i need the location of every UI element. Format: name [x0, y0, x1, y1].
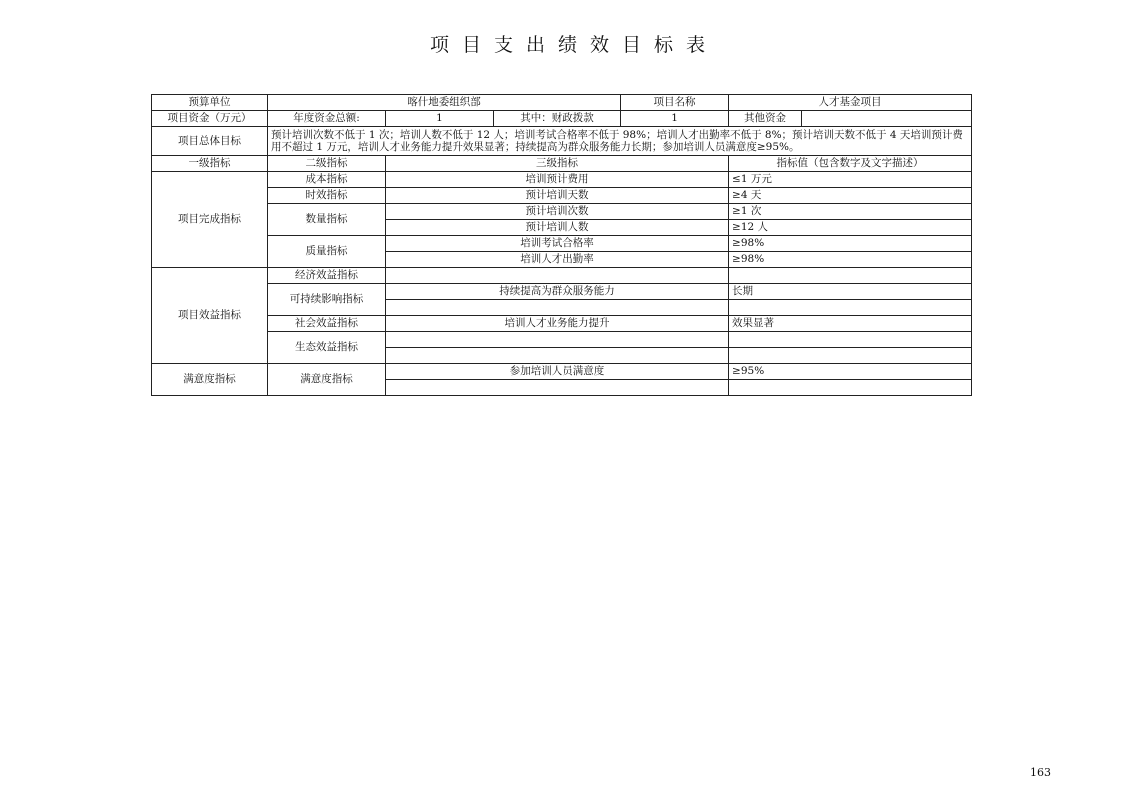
indicator-value [729, 300, 972, 316]
level3-name [386, 332, 729, 348]
table-row [152, 316, 972, 332]
indicator-value [729, 380, 972, 396]
annual-total-value: 1 [386, 111, 494, 127]
level1-benefit: 项目效益指标 [152, 268, 268, 364]
table-row [152, 364, 972, 380]
level3-name [386, 300, 729, 316]
table-row [152, 284, 972, 300]
table-row [152, 236, 972, 252]
table-row [152, 172, 972, 188]
level1-satisfaction: 满意度指标 [152, 364, 268, 396]
level1-completion: 项目完成指标 [152, 172, 268, 268]
level2-quantity: 数量指标 [268, 204, 386, 236]
col-value-header: 指标值（包含数字及文字描述） [729, 156, 972, 172]
indicator-value: 长期 [729, 284, 972, 300]
other-funds-label: 其他资金 [729, 111, 802, 127]
overall-goal-text: 预计培训次数不低于 1 次；培训人数不低于 12 人；培训考试合格率不低于 98%；培训人才出勤率不低于 8%；预计培训天数不低于 4 天培训预计费用不超过 1 万元，培训人才业务能力提升效果显著；持续提高为群众服务能力长期；参加培训人员满意度≥95%。 [268, 127, 972, 156]
indicator-value: ≥95% [729, 364, 972, 380]
indicator-value: 效果显著 [729, 316, 972, 332]
unit-label: 预算单位 [152, 95, 268, 111]
level3-name: 培训人才业务能力提升 [386, 316, 729, 332]
indicator-value: ≥1 次 [729, 204, 972, 220]
level2-ecological: 生态效益指标 [268, 332, 386, 364]
level3-name: 培训考试合格率 [386, 236, 729, 252]
performance-target-table [151, 94, 972, 396]
table-row [152, 204, 972, 220]
fiscal-value: 1 [621, 111, 729, 127]
page-title: 项目支出绩效目标表 [429, 34, 718, 56]
table-row [152, 332, 972, 348]
level3-name [386, 268, 729, 284]
indicator-value: ≥12 人 [729, 220, 972, 236]
table-header-row [152, 156, 972, 172]
level2-cost: 成本指标 [268, 172, 386, 188]
table-row-funds [152, 111, 972, 127]
indicator-value [729, 332, 972, 348]
level3-name: 参加培训人员满意度 [386, 364, 729, 380]
level3-name: 培训预计费用 [386, 172, 729, 188]
col-level1-header: 一级指标 [152, 156, 268, 172]
level3-name [386, 348, 729, 364]
level2-quality: 质量指标 [268, 236, 386, 268]
other-funds-value [802, 111, 972, 127]
col-level3-header: 三级指标 [386, 156, 729, 172]
table-row [152, 188, 972, 204]
indicator-value [729, 268, 972, 284]
level2-economic: 经济效益指标 [268, 268, 386, 284]
indicator-value: ≥4 天 [729, 188, 972, 204]
level3-name: 预计培训次数 [386, 204, 729, 220]
funds-label: 项目资金（万元） [152, 111, 268, 127]
page-number: 163 [1030, 766, 1051, 779]
level2-timeliness: 时效指标 [268, 188, 386, 204]
annual-total-label: 年度资金总额: [268, 111, 386, 127]
indicator-value: ≤1 万元 [729, 172, 972, 188]
table-row-overall-goal [152, 127, 972, 156]
fiscal-label: 其中：财政拨款 [494, 111, 621, 127]
indicator-value: ≥98% [729, 236, 972, 252]
level2-social: 社会效益指标 [268, 316, 386, 332]
unit-value: 喀什地委组织部 [268, 95, 621, 111]
level3-name: 预计培训天数 [386, 188, 729, 204]
indicator-value: ≥98% [729, 252, 972, 268]
level3-name: 培训人才出勤率 [386, 252, 729, 268]
table-row [152, 268, 972, 284]
level2-sustainable: 可持续影响指标 [268, 284, 386, 316]
level3-name [386, 380, 729, 396]
col-level2-header: 二级指标 [268, 156, 386, 172]
level3-name: 预计培训人数 [386, 220, 729, 236]
project-name-value: 人才基金项目 [729, 95, 972, 111]
level2-satisfaction: 满意度指标 [268, 364, 386, 396]
level3-name: 持续提高为群众服务能力 [386, 284, 729, 300]
overall-goal-label: 项目总体目标 [152, 127, 268, 156]
indicator-value [729, 348, 972, 364]
table-row-unit [152, 95, 972, 111]
project-name-label: 项目名称 [621, 95, 729, 111]
